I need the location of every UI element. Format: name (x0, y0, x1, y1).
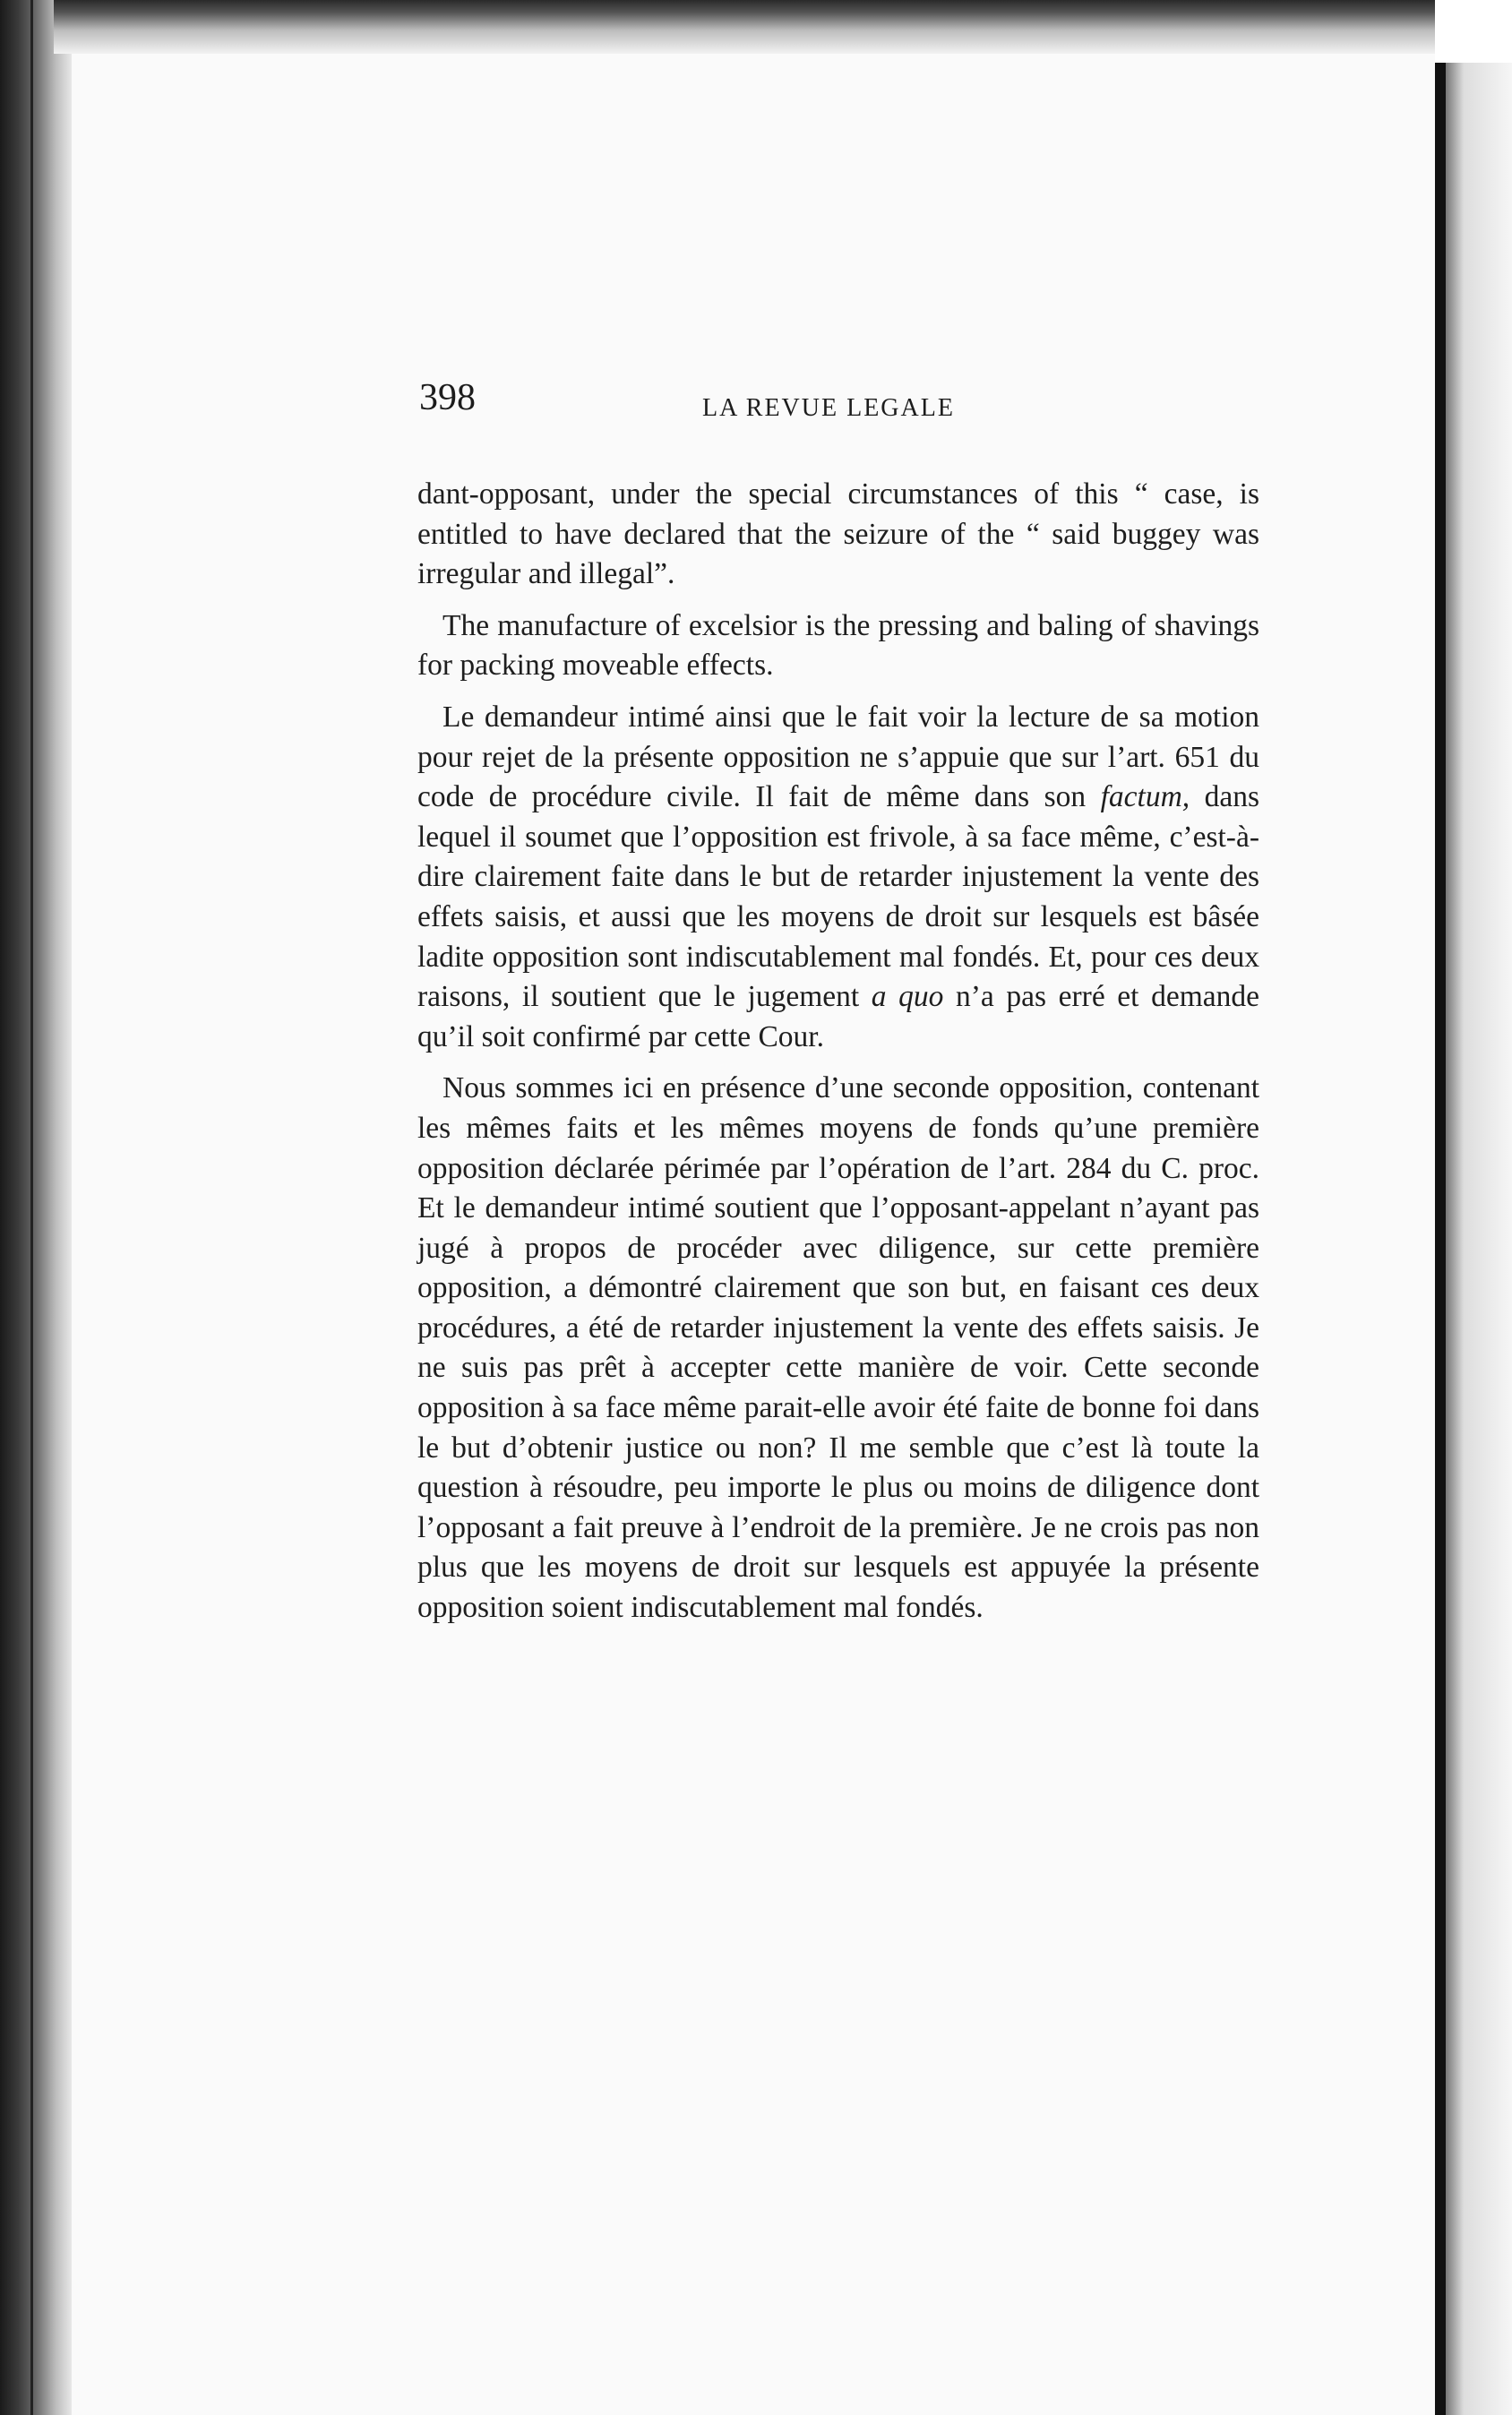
page-number: 398 (419, 377, 476, 418)
factum-italic: factum, (1100, 780, 1190, 814)
paragraph-3-text-c: dans lequel il soumet que l’opposition est frivole, à sa face même, c’est-à-dire clairement faite dans le but de retarder injustement la vente des effets saisis, et aussi que les moyens de droit sur lesquels est bâsée ladite opposition sont indiscutablement mal fondés. Et, pour ces deux raisons, il soutient que le jugement (417, 780, 1260, 1014)
page-top-shadow (54, 0, 1451, 54)
paragraph-4: Nous sommes ici en présence d’une seconde opposition, contenant les mêmes faits et les mêmes moyens de fonds qu’une première opposition déclarée périmée par l’opération de l’art. 284 du C. proc. Et le demandeur intimé soutient que l’opposant-appelant n’ayant pas jugé à propos de procéder avec diligence, sur cette première opposition, a démontré clairement que son but, en faisant ces deux procédures, a été de retarder injustement la vente des effets saisis. Je ne suis pas prêt à accepter cette manière de voir. Cette seconde opposition à sa face même parait-elle avoir été faite de bonne foi dans le but d’obtenir justice ou non? Il me semble que c’est là toute la question à résoudre, peu importe le plus ou moins de diligence dont l’opposant a fait preuve à l’endroit de la première. Je ne crois pas non plus que les moyens de droit sur lesquels est appuyée la présente opposition soient indiscutablement mal fondés. (417, 1071, 1259, 1625)
paragraph-3-text-a: Le demandeur intimé ainsi que le fait voir la lecture de sa motion pour rejet de la présente opposition ne s’appuie que sur l’art. 651 du code de procédure civile. Il fait de même dans son (417, 700, 1259, 814)
next-page-edge (1435, 0, 1512, 2415)
a-quo-italic: a quo (871, 980, 944, 1014)
body-text (417, 475, 1259, 1640)
page-header (419, 376, 1315, 430)
paragraph-1: dant-opposant, under the special circumstances of this “ case, is entitled to have declared that the seizure of the “ said buggey was irregular and illegal”. (417, 477, 1259, 591)
paragraph-2: The manufacture of excelsior is the pressing and baling of shavings for packing moveable effects. (417, 608, 1259, 683)
book-spine-edge (0, 0, 72, 2415)
paragraph-3 (417, 698, 1259, 1057)
paragraph-3-text-e: n’a pas erré et demande qu’il soit confirmé par cette Cour. (417, 980, 1259, 1053)
running-head: LA REVUE LEGALE (702, 394, 955, 422)
